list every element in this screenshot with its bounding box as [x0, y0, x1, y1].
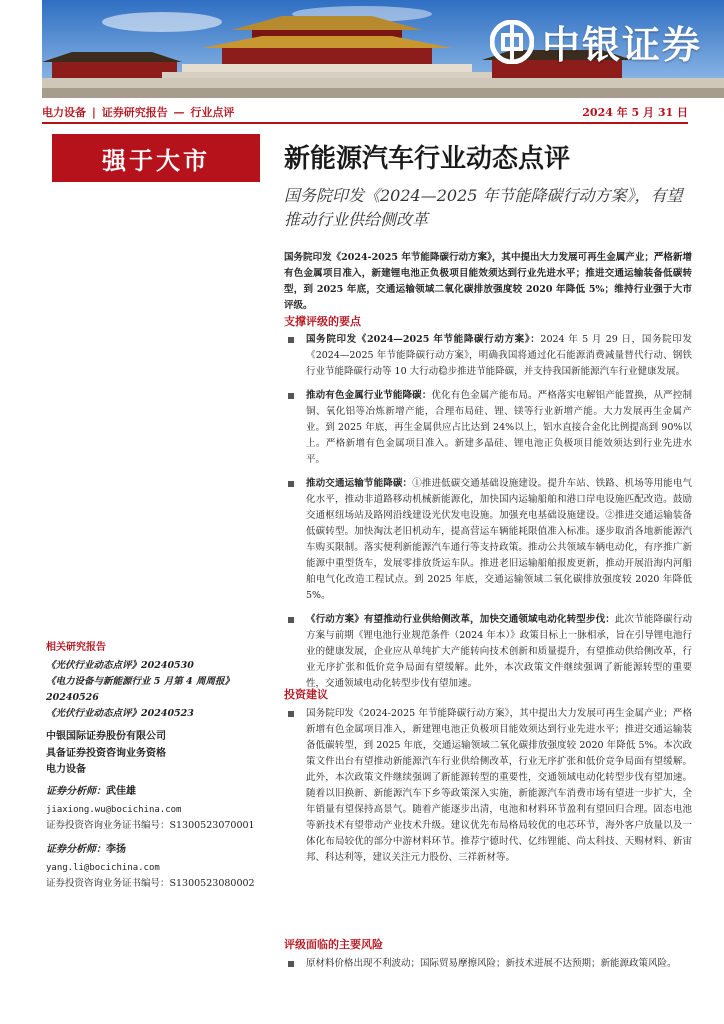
bullet-lead: 《行动方案》有望推动行业供给侧改革，加快交通领域电动化转型步伐： — [306, 614, 615, 625]
analyst-cert: 证券投资咨询业务证书编号：S1300523070001 — [46, 820, 255, 831]
report-type-label: 证券研究报告 — [101, 106, 168, 119]
analyst-email[interactable]: jiaxiong.wu@bocichina.com — [46, 805, 182, 815]
related-reports-heading: 相关研究报告 — [46, 642, 106, 653]
bullet-lead: 推动交通运输节能降碳： — [306, 478, 413, 489]
dash: — — [173, 106, 185, 119]
bullet-square-icon — [288, 961, 294, 967]
list-item — [284, 612, 692, 692]
list-item — [284, 388, 692, 468]
report-category-label: 行业点评 — [190, 106, 235, 119]
page-title: 新能源汽车行业动态点评 — [284, 144, 571, 174]
analyst-card — [46, 842, 276, 892]
separator: | — [91, 106, 96, 119]
bullet-lead: 国务院印发《2024—2025 年节能降碳行动方案》： — [306, 334, 541, 345]
report-date: 2024 年 5 月 31 日 — [582, 106, 688, 119]
risks-list — [284, 956, 692, 980]
list-item — [284, 956, 692, 972]
related-report-link[interactable]: 《电力设备与新能源行业 5 月第 4 周周报》20240526 — [46, 676, 234, 703]
boc-logo-icon — [490, 20, 534, 64]
related-report-link[interactable]: 《光伏行业动态点评》20240530 — [46, 660, 194, 671]
bullet-square-icon — [288, 481, 294, 487]
bullet-text: 原材料价格出现不利波动；国际贸易摩擦风险；新技术进展不达预期；新能源政策风险。 — [306, 958, 677, 969]
bullet-square-icon — [288, 711, 294, 717]
bullet-square-icon — [288, 393, 294, 399]
analyst-title — [46, 842, 276, 858]
brand-logo — [490, 14, 702, 69]
analyst-card — [46, 784, 276, 834]
sector-label: 电力设备 — [42, 106, 86, 119]
bullet-square-icon — [288, 337, 294, 343]
bullet-text: 此次节能降碳行动方案与前期《锂电池行业规范条件（2024 年本）》政策目标上一脉相承，旨在引导锂电池行业的健康发展，企业应从单纯扩大产能转向技术创新和质量提升，有望推动供给侧改革，行业无序扩张和低价竞争局面有望缓解。此外，本次政策文件继续强调了新能源转型的重要性，交通领域电动化转型步伐有望加速。 — [306, 614, 692, 689]
section-heading-risks: 评级面临的主要风险 — [284, 938, 383, 951]
page-subtitle: 国务院印发《2024—2025 年节能降碳行动方案》，有望推动行业供给侧改革 — [284, 186, 683, 229]
analyst-title — [46, 784, 276, 800]
list-item — [284, 706, 692, 866]
bullet-text: 2024 年 5 月 29 日，国务院印发《2024—2025 年节能降碳行动方案》，明确我国将通过化石能源消费减量替代行动、钢铁行业节能降碳行动等 10 大行动稳步推进节能降碳，并支持我国新能源汽车行业健康发展。 — [306, 334, 692, 377]
analyst-label: 证券分析师： — [46, 844, 106, 855]
bullet-text: 优化有色金属产能布局。严格落实电解铝产能置换，从严控制铜、氧化铝等冶炼新增产能，合理布局硅、锂、镁等行业新增产能。大力发展再生金属产业。到 2025 年底，再生金属供应占比达到 24%以上，铝水直接合金化比例提高到 90%以上。严格新增有色金属项目准入。新建多晶硅、锂电池正负极项目能效须达到行业先进水平。 — [306, 390, 692, 465]
analyst-name: 武佳雄 — [106, 786, 136, 797]
related-report-link[interactable]: 《光伏行业动态点评》20240523 — [46, 708, 194, 719]
company-info — [46, 728, 276, 762]
rating-badge: 强于大市 — [52, 134, 260, 182]
investment-list — [284, 706, 692, 874]
list-item — [284, 332, 692, 380]
company-qualification: 具备证券投资咨询业务资格 — [46, 748, 166, 759]
related-reports — [46, 640, 276, 722]
sidebar-sector: 电力设备 — [46, 764, 86, 775]
rating-points-list — [284, 332, 692, 700]
bullet-text: 国务院印发《2024-2025 年节能降碳行动方案》，其中提出大力发展可再生金属产业；严格新增有色金属项目准入，新建锂电池正负极项目能效须达到行业先进水平；推进交通运输装备低碳转型，到 2025 年底，交通运输领域二氧化碳排放强度较 2020 年降低 5%。本次政策文件出台有望推动新能源汽车行业供给侧改革，行业无序扩张和低价竞争局面有望缓解。此外，本次政策文件继续强调了新能源转型的重要性，交通领域电动化转型步伐有望加速。随着以旧换新、新能源汽车下乡等政策深入实施，新能源汽车消费市场有望进一步扩大，全年销量有望保持高景气。随着产能逐步出清，电池和材料环节盈利有望回归合理。固态电池等新技术有望带动产业技术升级。建议优先布局格局较优的电芯环节，海外客户放量以及一体化布局较优的部分中游材料环节。推荐宁德时代、亿纬锂能、尚太科技、天赐材料、新宙邦、科达利等，建议关注元力股份、三祥新材等。 — [306, 708, 692, 863]
analyst-label: 证券分析师： — [46, 786, 106, 797]
logo-text: 中银证券 — [541, 23, 702, 67]
bullet-square-icon — [288, 617, 294, 623]
list-item — [284, 476, 692, 604]
bullet-lead: 推动有色金属行业节能降碳： — [306, 390, 432, 401]
analyst-cert: 证券投资咨询业务证书编号：S1300523080002 — [46, 878, 255, 889]
analyst-name: 李扬 — [106, 844, 126, 855]
section-heading-investment: 投资建议 — [284, 688, 328, 701]
section-heading-rating-points: 支撑评级的要点 — [284, 315, 361, 328]
summary-paragraph: 国务院印发《2024-2025 年节能降碳行动方案》，其中提出大力发展可再生金属产业；严格新增有色金属项目准入，新建锂电池正负极项目能效须达到行业先进水平；推进交通运输装备低碳转型，到 2025 年底，交通运输领域二氧化碳排放强度较 2020 年降低 5%；维持行业强于大市评级。 — [284, 252, 692, 311]
header-banner — [42, 0, 724, 98]
company-name: 中银国际证券股份有限公司 — [46, 731, 166, 742]
bullet-text: ①推进低碳交通基础设施建设。提升车站、铁路、机场等用能电气化水平，推动非道路移动机械新能源化，加快国内运输船舶和港口岸电设施匹配改造。鼓励交通枢纽场站及路网沿线建设光伏发电设施。加强充电基础设施建设。②推进交通运输装备低碳转型。加快淘汰老旧机动车，提高营运车辆能耗限值准入标准。逐步取消各地新能源汽车购买限制。落实便利新能源汽车通行等支持政策。推动公共领域车辆电动化，有序推广新能源中重型货车，发展零排放货运车队。推进老旧运输船舶报废更新，推动开展沿海内河船舶电气化改造工程试点。到 2025 年底，交通运输领域二氧化碳排放强度较 2020 年降低 5%。 — [306, 478, 692, 601]
report-category-line — [42, 104, 236, 120]
analyst-email[interactable]: yang.li@bocichina.com — [46, 863, 160, 873]
report-info-bar — [42, 102, 688, 124]
